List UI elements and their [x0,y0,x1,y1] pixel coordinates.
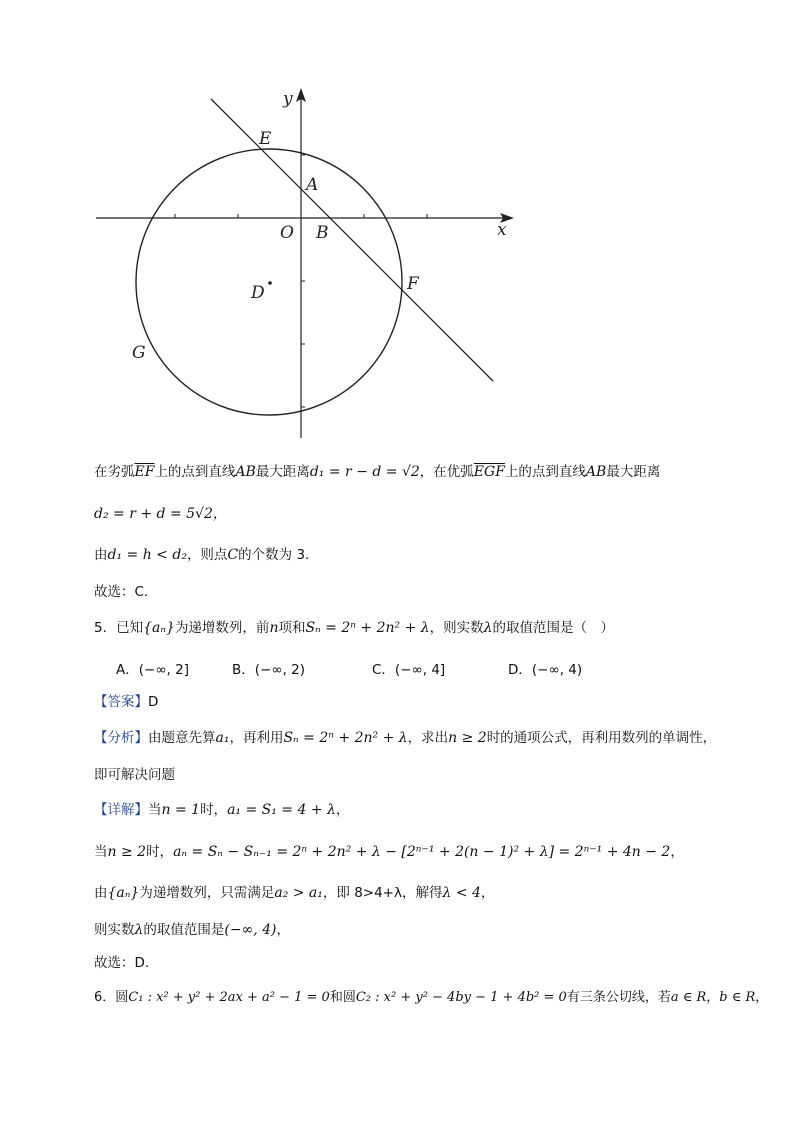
detail-line-5: 故选：D. [94,955,150,971]
text-line-1: 在劣弧$\overline{EF}$上的点到直线AB最大距离d₁ = r − d = √2，在优弧$\overline{EGF}$上的点到直线AB最大距离 [94,464,661,480]
label-y: y [283,89,293,109]
label-o: O [280,223,294,243]
analysis-line-2: 即可解决问题 [94,767,175,783]
option-c: C．(−∞, 4] [372,662,446,678]
text-line-3: 由d₁ = h < d₂，则点C的个数为 3. [94,547,310,563]
label-e: E [259,129,272,149]
detail-line-4: 则实数λ的取值范围是(−∞, 4)， [94,922,290,938]
question-6: 6．圆C₁ : x² + y² + 2ax + a² − 1 = 0和圆C₂ : x² + y² − 4by − 1 + 4b² = 0有三条公切线，若a ∈ R，b ∈ R， [94,990,769,1005]
text-line-4: 故选：C. [94,584,149,600]
line-ab [211,99,493,381]
text-line-2: d₂ = r + d = 5√2， [94,506,227,522]
label-b: B [316,223,329,243]
answer-line: 【答案】D [94,694,159,710]
option-d: D．(−∞, 4) [508,662,583,678]
analysis-line-1: 【分析】由题意先算a₁，再利用Sₙ = 2ⁿ + 2n² + λ，求出n ≥ 2时的通项公式，再利用数列的单调性， [94,730,717,746]
label-d: D [251,283,265,303]
detail-line-2: 当n ≥ 2时，aₙ = Sₙ − Sₙ₋₁ = 2ⁿ + 2n² + λ − [2ⁿ⁻¹ + 2(n − 1)² + λ] = 2ⁿ⁻¹ + 4n − 2， [94,844,684,860]
geometry-figure [90,85,520,445]
question-5: 5．已知{aₙ}为递增数列，前n项和Sₙ = 2ⁿ + 2n² + λ，则实数λ的取值范围是（ ） [94,620,614,636]
label-f: F [407,274,419,294]
point-d [268,281,272,285]
option-a: A．(−∞, 2] [116,662,189,678]
detail-line-3: 由{aₙ}为递增数列，只需满足a₂ > a₁，即 8>4+λ，解得λ < 4， [94,885,495,901]
label-x: x [497,220,507,240]
detail-line-1: 【详解】当n = 1时，a₁ = S₁ = 4 + λ， [94,802,350,818]
arc-egf: $\overline{EGF}$ [473,464,505,480]
arc-ef: $\overline{EF}$ [134,464,155,480]
label-a: A [306,175,319,195]
label-g: G [132,343,146,363]
option-b: B．(−∞, 2) [232,662,306,678]
